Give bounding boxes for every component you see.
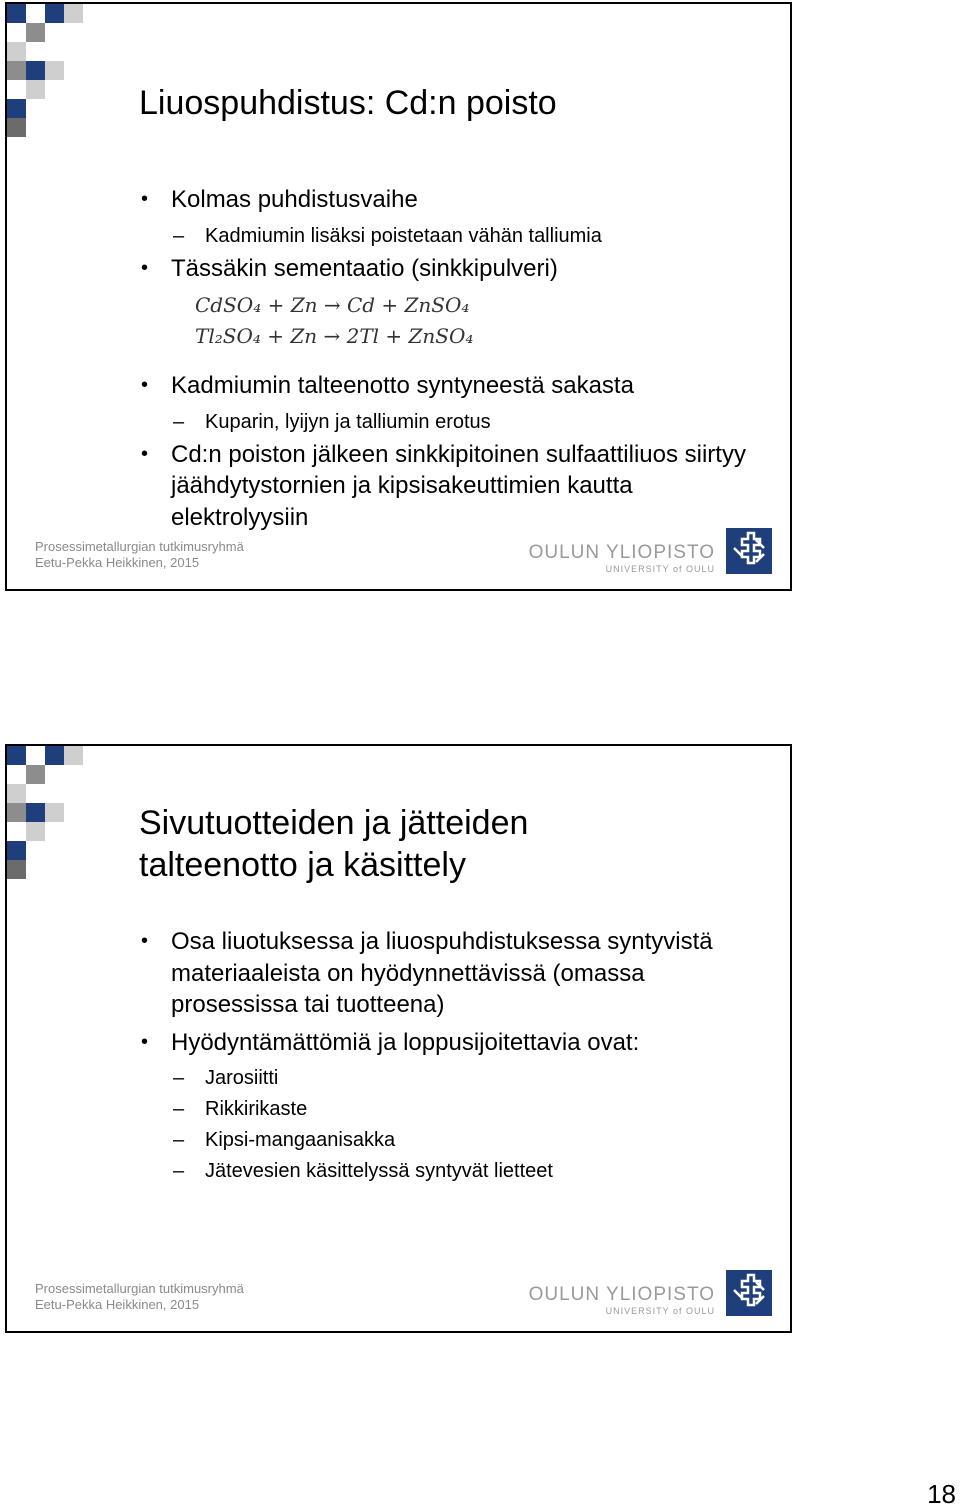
decor-square — [7, 42, 26, 61]
bullet-list — [139, 926, 770, 1188]
emblem-graphic — [726, 528, 772, 574]
slide-title: Liuospuhdistus: Cd:n poisto — [139, 84, 557, 122]
equation: Tl₂SO₄ + Zn → 2Tl + ZnSO₄ — [195, 324, 474, 348]
decor-square — [7, 4, 26, 23]
slide-2 — [5, 744, 792, 1333]
footer — [35, 539, 244, 571]
footer-group: Prosessimetallurgian tutkimusryhmä — [35, 1281, 244, 1296]
bullet-item: • Hyödyntämättömiä ja loppusijoitettavia ovat: — [139, 1027, 770, 1059]
decor-square — [7, 99, 26, 118]
decor-square — [7, 61, 26, 80]
decor-square — [7, 860, 26, 879]
decor-square — [26, 23, 45, 42]
sub-bullet-item: – Kuparin, lyijyn ja talliumin erotus — [139, 408, 770, 436]
decor-square — [7, 841, 26, 860]
emblem-graphic — [726, 1270, 772, 1316]
decor-square — [7, 803, 26, 822]
decor-square — [45, 4, 64, 23]
bullet-item: • Kadmiumin talteenotto syntyneestä sakasta — [139, 370, 770, 402]
sub-bullet-item: – Kipsi-mangaanisakka — [139, 1126, 770, 1154]
sub-bullet-item: – Jarosiitti — [139, 1064, 770, 1092]
sub-bullet-item: – Jätevesien käsittelyssä syntyvät lietteet — [139, 1157, 770, 1185]
university-logo-text — [529, 543, 715, 575]
decor-square — [45, 746, 64, 765]
decor-square — [26, 803, 45, 822]
footer — [35, 1281, 244, 1313]
bullet-item: • Osa liuotuksessa ja liuospuhdistuksessa syntyvistä materiaaleista on hyödynnettävissä (omassa prosessissa tai tuotteena) — [139, 926, 770, 1021]
page-number: 18 — [927, 1479, 956, 1509]
sub-bullet-item: – Rikkirikaste — [139, 1095, 770, 1123]
slide-1 — [5, 2, 792, 591]
decor-square — [45, 61, 64, 80]
university-emblem-icon — [726, 528, 772, 574]
slide-title — [139, 802, 528, 886]
footer-author: Eetu-Pekka Heikkinen, 2015 — [35, 1297, 200, 1312]
decor-square — [45, 803, 64, 822]
bullet-item: • Kolmas puhdistusvaihe — [139, 184, 770, 216]
logo-sub: UNIVERSITY of OULU — [605, 1306, 715, 1316]
decor-square — [64, 4, 83, 23]
equation: CdSO₄ + Zn → Cd + ZnSO₄ — [195, 293, 470, 317]
decor-square — [26, 765, 45, 784]
footer-group: Prosessimetallurgian tutkimusryhmä — [35, 539, 244, 554]
university-logo-text — [529, 1285, 715, 1317]
bullet-list — [139, 184, 770, 539]
logo-sub: UNIVERSITY of OULU — [605, 564, 715, 574]
logo-main: OULUN YLIOPISTO — [528, 1284, 715, 1305]
decor-square — [7, 118, 26, 137]
logo-main: OULUN YLIOPISTO — [528, 542, 715, 563]
decor-square — [7, 784, 26, 803]
footer-author: Eetu-Pekka Heikkinen, 2015 — [35, 555, 200, 570]
slide-title-line: talteenotto ja käsittely — [139, 846, 466, 884]
university-emblem-icon — [726, 1270, 772, 1316]
decor-square — [26, 61, 45, 80]
decor-square — [26, 80, 45, 99]
bullet-item: • Tässäkin sementaatio (sinkkipulveri) — [139, 253, 770, 285]
slide-title-line: Sivutuotteiden ja jätteiden — [139, 804, 529, 842]
bullet-item: • Cd:n poiston jälkeen sinkkipitoinen sulfaattiliuos siirtyy jäähdytystornien ja kipsisakeuttimien kautta elektrolyysiin — [139, 439, 770, 534]
decor-square — [7, 746, 26, 765]
sub-bullet-item: – Kadmiumin lisäksi poistetaan vähän talliumia — [139, 222, 770, 250]
decor-square — [26, 822, 45, 841]
decor-square — [64, 746, 83, 765]
